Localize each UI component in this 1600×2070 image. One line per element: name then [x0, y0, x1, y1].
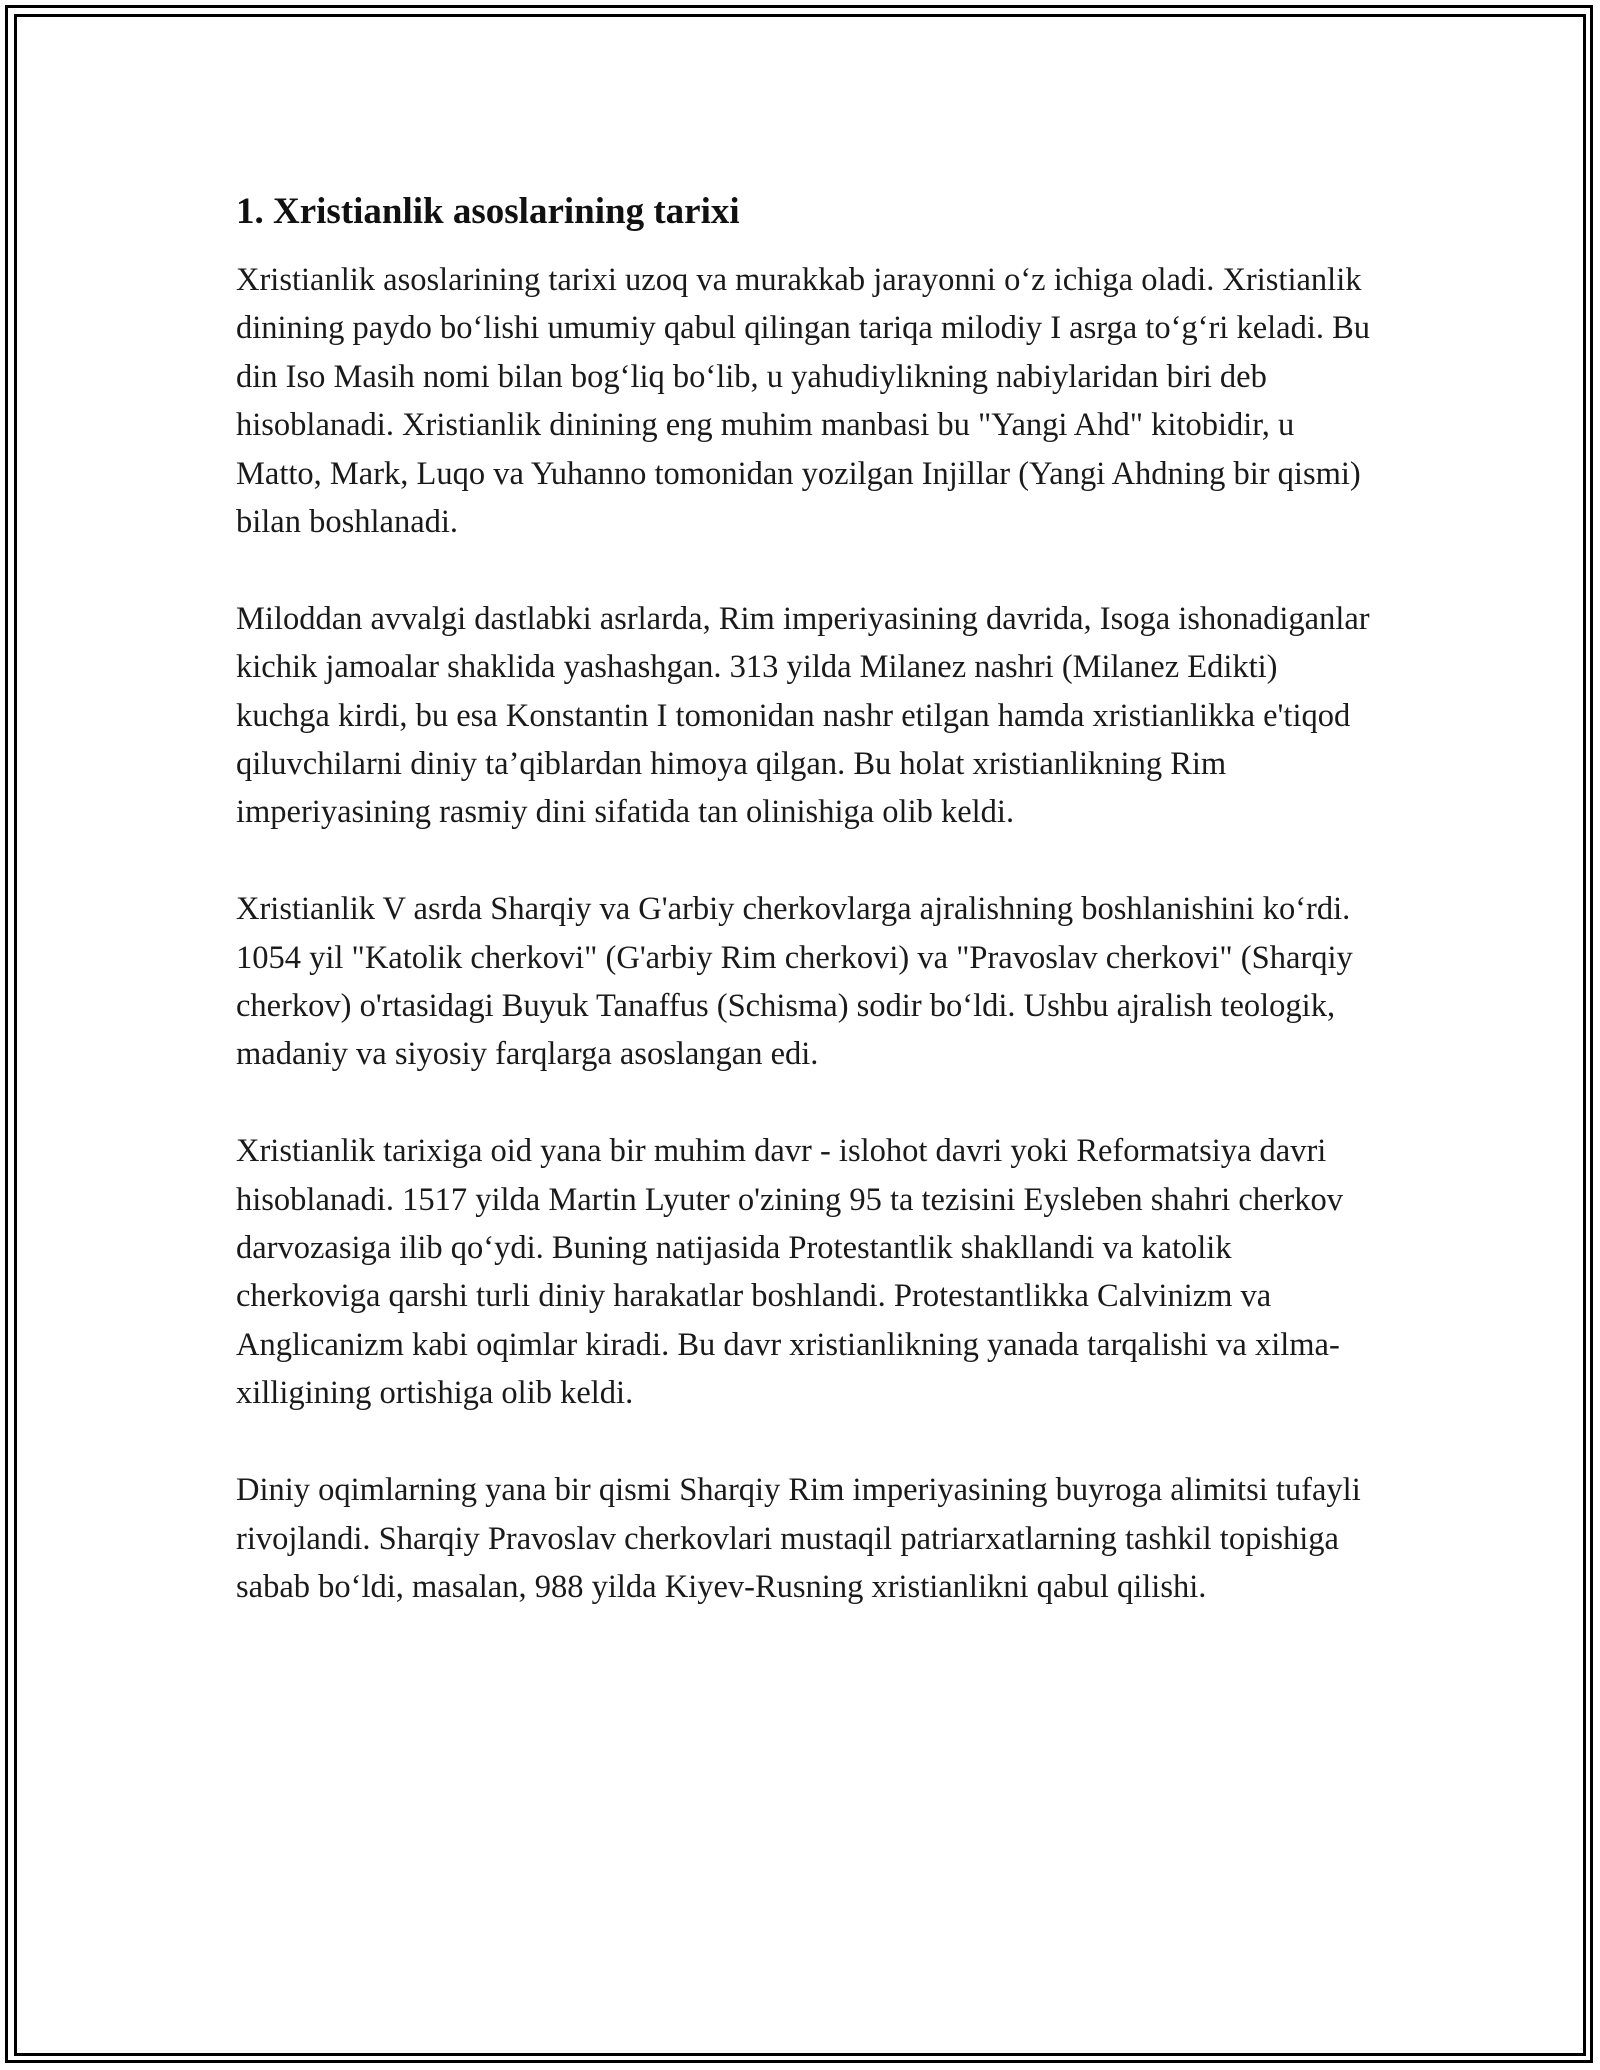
paragraph-great-schism: Xristianlik V asrda Sharqiy va G'arbiy cherkovlarga ajralishning boshlanishini ko‘rdi. 1054 yil "Katolik cherkovi" (G'arbiy Rim cherkovi) va "Pravoslav cherkovi" (Sharqiy cherkov) o'rtasidagi Buyuk Tanaffus (Schisma) sodir bo‘ldi. Ushbu ajralish teologik, madaniy va siyosiy farqlarga asoslangan edi.: [236, 891, 1353, 1073]
paragraph-reformation: Xristianlik tarixiga oid yana bir muhim davr - islohot davri yoki Reformatsiya davri hisoblanadi. 1517 yilda Martin Lyuter o'zining 95 ta tezisini Eysleben shahri cherkov darvozasiga ilib qo‘ydi. Buning natijasida Protestantlik shakllandi va katolik cherkoviga qarshi turli diniy harakatlar boshlandi. Protestantlikka Calvinizm va Anglicanizm kabi oqimlar kiradi. Bu davr xristianlikning yanada tarqalishi va xilma-xilligining ortishiga olib keldi.: [236, 1133, 1343, 1412]
section-heading: 1. Xristianlik asoslarining tarixi: [236, 191, 740, 232]
paragraph-origins: Xristianlik asoslarining tarixi uzoq va murakkab jarayonni o‘z ichiga oladi. Xristianlik dinining paydo bo‘lishi umumiy qabul qilingan tariqa milodiy I asrga to‘g‘ri keladi. Bu din Iso Masih nomi bilan bog‘liq bo‘lib, u yahudiylikning nabiylaridan biri deb hisoblanadi. Xristianlik dinining eng muhim manbasi bu "Yangi Ahd" kitobidir, u Matto, Mark, Luqo va Yuhanno tomonidan yozilgan Injillar (Yangi Ahdning bir qismi) bilan boshlanadi.: [236, 262, 1371, 541]
document-body: [236, 188, 1376, 1660]
paragraph-eastern-orthodox: Diniy oqimlarning yana bir qismi Sharqiy Rim imperiyasining buyroga alimitsi tufayli rivojlandi. Sharqiy Pravoslav cherkovlari mustaqil patriarxatlarning tashkil topishiga sabab bo‘ldi, masalan, 988 yilda Kiyev-Rusning xristianlikni qabul qilishi.: [236, 1472, 1361, 1605]
paragraph-roman-empire: Miloddan avvalgi dastlabki asrlarda, Rim imperiyasining davrida, Isoga ishonadiganlar kichik jamoalar shaklida yashashgan. 313 yilda Milanez nashri (Milanez Edikti) kuchga kirdi, bu esa Konstantin I tomonidan nashr etilgan hamda xristianlikka e'tiqod qiluvchilarni diniy ta’qiblardan himoya qilgan. Bu holat xristianlikning Rim imperiyasining rasmiy dini sifatida tan olinishiga olib keldi.: [236, 600, 1370, 831]
